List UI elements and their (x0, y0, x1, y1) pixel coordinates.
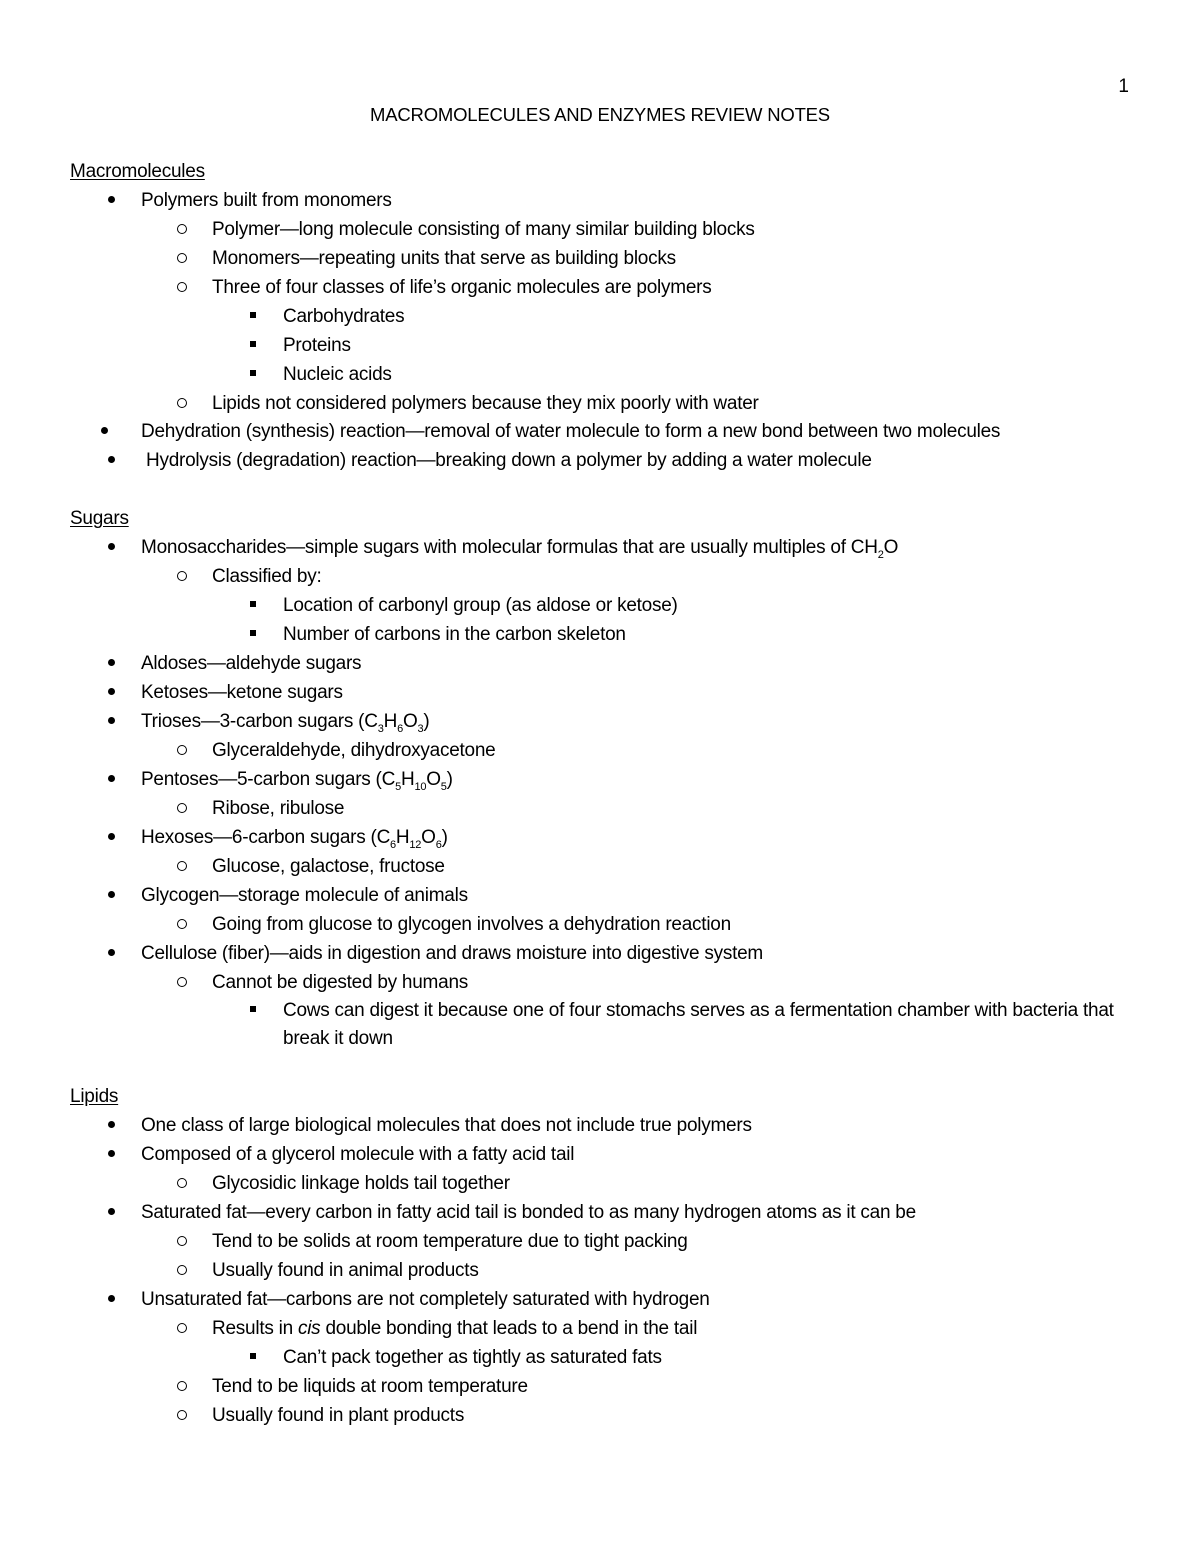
list-item: Tend to be liquids at room temperature (70, 1372, 1130, 1401)
list-item: Polymers built from monomers (70, 186, 1130, 215)
circle-bullet-icon (177, 571, 187, 581)
list-item: Glycosidic linkage holds tail together (70, 1169, 1130, 1198)
square-bullet-icon (250, 341, 256, 347)
circle-bullet-icon (177, 919, 187, 929)
section-heading-sugars: Sugars (70, 508, 129, 529)
bullet-icon (108, 456, 115, 463)
circle-bullet-icon (177, 398, 187, 408)
list-item: Carbohydrates (70, 302, 1130, 331)
list-item: Monomers—repeating units that serve as building blocks (70, 244, 1130, 273)
square-bullet-icon (250, 1353, 256, 1359)
list-item: Location of carbonyl group (as aldose or ketose) (70, 591, 1130, 620)
list-item: Hexoses—6-carbon sugars $(C_6H_{12}O_6)$ (70, 823, 1130, 852)
list-item: Cannot be digested by humans (70, 968, 1130, 997)
bullet-icon (108, 659, 115, 666)
bullet-icon (108, 1295, 115, 1302)
list-item: Monosaccharides—simple sugars with molecular formulas that are usually multiples of $CH_2O$ (70, 533, 1130, 562)
list-item: Number of carbons in the carbon skeleton (70, 620, 1130, 649)
list-item: Ribose, ribulose (70, 794, 1130, 823)
document-body (70, 157, 1130, 1430)
list-item: Lipids not considered polymers because they mix poorly with water (70, 389, 1130, 418)
list-item: Glucose, galactose, fructose (70, 852, 1130, 881)
bullet-icon (108, 949, 115, 956)
circle-bullet-icon (177, 224, 187, 234)
list-item: Going from glucose to glycogen involves a dehydration reaction (70, 910, 1130, 939)
circle-bullet-icon (177, 1265, 187, 1275)
list-item: Usually found in animal products (70, 1256, 1130, 1285)
list-item: Hydrolysis (degradation) reaction—breaking down a polymer by adding a water molecule (70, 446, 1130, 475)
list-item: Three of four classes of life’s organic molecules are polymers (70, 273, 1130, 302)
circle-bullet-icon (177, 803, 187, 813)
square-bullet-icon (250, 1006, 256, 1012)
list-item: Aldoses—aldehyde sugars (70, 649, 1130, 678)
circle-bullet-icon (177, 253, 187, 263)
circle-bullet-icon (177, 745, 187, 755)
circle-bullet-icon (177, 861, 187, 871)
section-heading-lipids: Lipids (70, 1086, 119, 1107)
page-title: MACROMOLECULES AND ENZYMES REVIEW NOTES (370, 104, 830, 125)
bullet-icon (108, 1150, 115, 1157)
page-number: 1 (1118, 76, 1129, 97)
list-item: Polymer—long molecule consisting of many similar building blocks (70, 215, 1130, 244)
bullet-icon (108, 833, 115, 840)
circle-bullet-icon (177, 1323, 187, 1333)
bullet-icon (108, 688, 115, 695)
list-item: Cows can digest it because one of four stomachs serves as a fermentation chamber with bacteria that break it down (70, 997, 1130, 1053)
circle-bullet-icon (177, 1410, 187, 1420)
bullet-icon (108, 1208, 115, 1215)
list-item: Composed of a glycerol molecule with a fatty acid tail (70, 1140, 1130, 1169)
bullet-icon (108, 196, 115, 203)
list-item: Cellulose (fiber)—aids in digestion and draws moisture into digestive system (70, 939, 1130, 968)
list-item: One class of large biological molecules that does not include true polymers (70, 1111, 1130, 1140)
circle-bullet-icon (177, 1236, 187, 1246)
list-item: Glycogen—storage molecule of animals (70, 881, 1130, 910)
bullet-icon (108, 775, 115, 782)
list-item: Usually found in plant products (70, 1401, 1130, 1430)
bullet-icon (101, 427, 108, 434)
list-item: Trioses—3-carbon sugars $(C_3H_6O_3)$ (70, 707, 1130, 736)
list-item: Can’t pack together as tightly as saturated fats (70, 1343, 1130, 1372)
list-item: Classified by: (70, 562, 1130, 591)
list-item: Pentoses—5-carbon sugars $(C_5H_{10}O_5)$ (70, 765, 1130, 794)
square-bullet-icon (250, 312, 256, 318)
list-item: Saturated fat—every carbon in fatty acid tail is bonded to as many hydrogen atoms as it can be (70, 1198, 1130, 1227)
circle-bullet-icon (177, 282, 187, 292)
bullet-icon (108, 891, 115, 898)
list-item: Ketoses—ketone sugars (70, 678, 1130, 707)
bullet-icon (108, 1121, 115, 1128)
list-item: Glyceraldehyde, dihydroxyacetone (70, 736, 1130, 765)
list-item: Tend to be solids at room temperature due to tight packing (70, 1227, 1130, 1256)
section-heading-macromolecules: Macromolecules (70, 161, 205, 182)
square-bullet-icon (250, 630, 256, 636)
list-item: Dehydration (synthesis) reaction—removal of water molecule to form a new bond between two molecules (70, 418, 1130, 446)
circle-bullet-icon (177, 977, 187, 987)
bullet-icon (108, 543, 115, 550)
circle-bullet-icon (177, 1178, 187, 1188)
circle-bullet-icon (177, 1381, 187, 1391)
square-bullet-icon (250, 601, 256, 607)
list-item: Nucleic acids (70, 360, 1130, 389)
square-bullet-icon (250, 370, 256, 376)
list-item: Unsaturated fat—carbons are not completely saturated with hydrogen (70, 1285, 1130, 1314)
list-item: Proteins (70, 331, 1130, 360)
list-item: Results in cis double bonding that leads to a bend in the tail (70, 1314, 1130, 1343)
bullet-icon (108, 717, 115, 724)
